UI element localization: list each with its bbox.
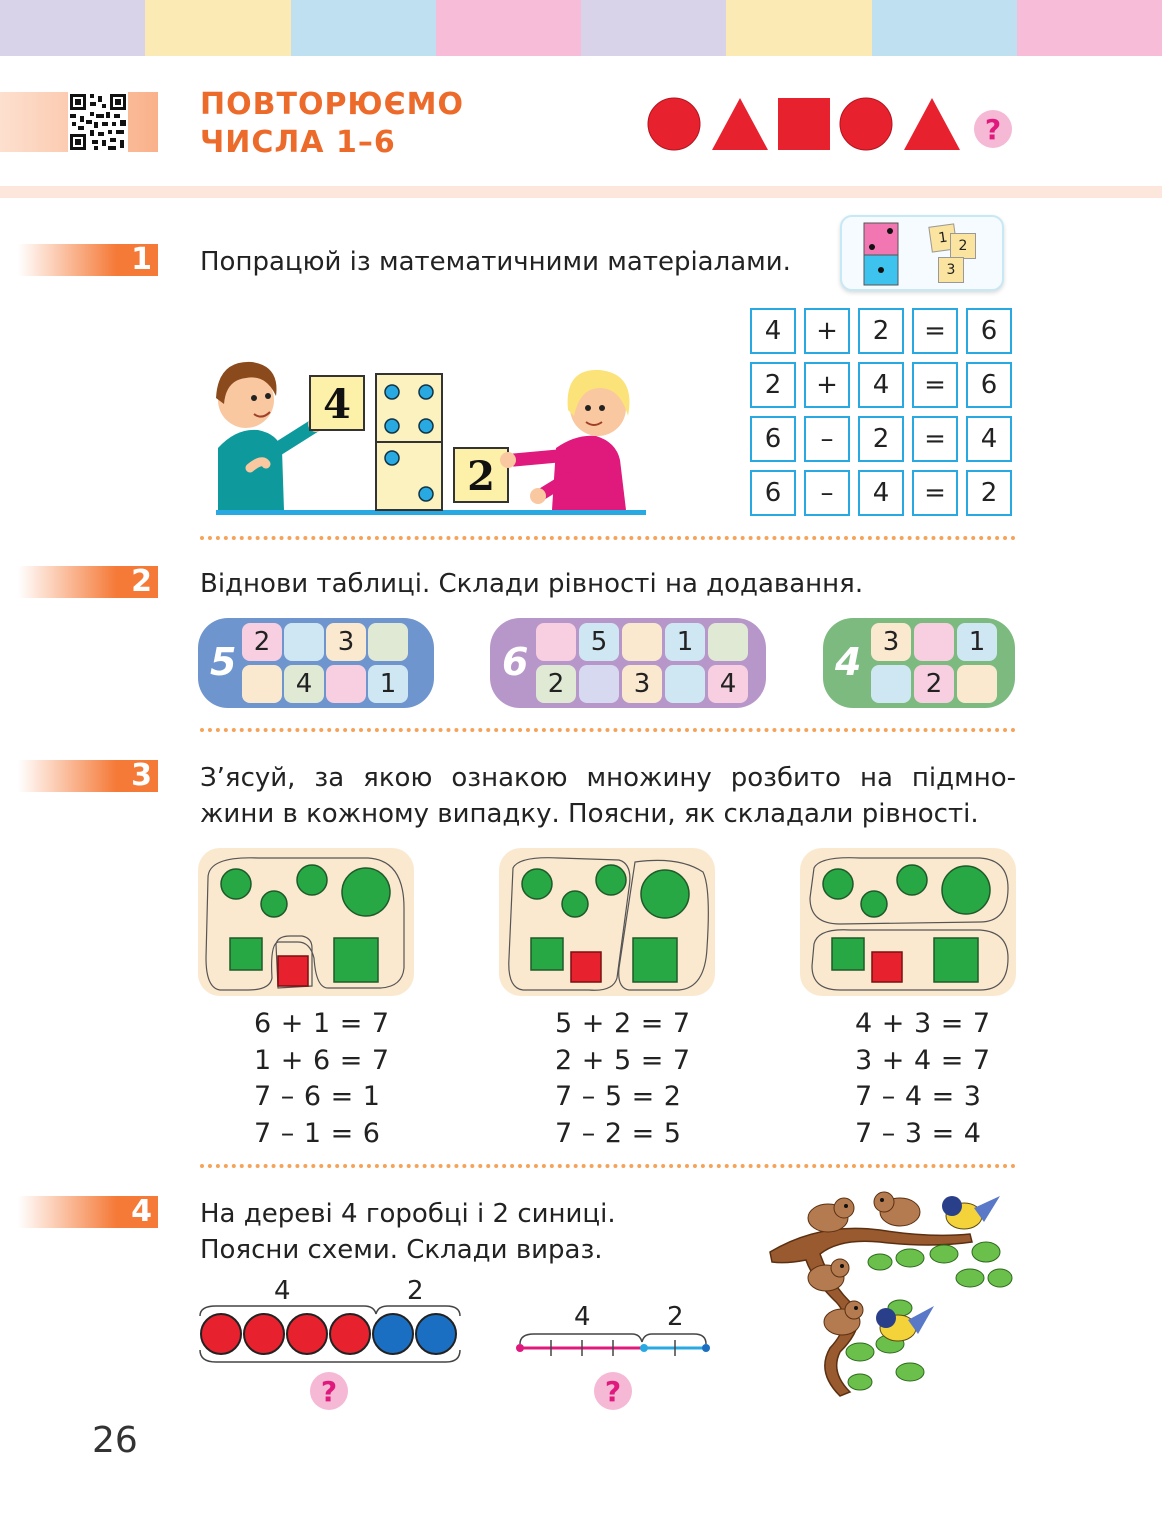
number-line-scheme [514, 1330, 714, 1370]
table-cell[interactable]: 3 [622, 665, 662, 703]
big-domino [376, 374, 442, 510]
children-illustration [196, 338, 656, 518]
table-cell[interactable]: 1 [368, 665, 408, 703]
task-text-line-2: жини в кожному випадку. Поясни, як складали рівності. [200, 799, 979, 829]
equation-line: 7 – 3 = 4 [855, 1117, 982, 1149]
table-cell[interactable]: 1 [957, 623, 997, 661]
table-cell[interactable] [914, 623, 954, 661]
red-square-icon [778, 98, 830, 150]
equation-cell: 2 [750, 362, 796, 408]
equation-cell: = [912, 416, 958, 462]
table-total: 4 [835, 640, 862, 684]
table-cell[interactable] [284, 623, 324, 661]
header-divider [0, 186, 1162, 198]
page-title [200, 86, 464, 162]
dotted-divider [200, 536, 1016, 540]
set-panel-2 [499, 848, 715, 996]
table-cell[interactable]: 4 [284, 665, 324, 703]
table-cell[interactable] [871, 665, 911, 703]
girl-figure [500, 370, 629, 510]
sparrow-icon [808, 1198, 854, 1232]
table-cell[interactable] [242, 665, 282, 703]
equation-cell: – [804, 470, 850, 516]
question-mark-icon: ? [310, 1372, 348, 1410]
equation-line: 5 + 2 = 7 [555, 1008, 691, 1039]
shapes-pattern [646, 96, 1026, 156]
dotted-divider [200, 1164, 1016, 1168]
equation-cell: + [804, 308, 850, 354]
question-mark-icon: ? [974, 110, 1012, 148]
top-color-bar [0, 0, 1162, 56]
title-line-2: ЧИСЛА 1–6 [200, 125, 396, 160]
table-cell[interactable]: 3 [326, 623, 366, 661]
task-number-tab [18, 566, 158, 598]
table-cell[interactable] [957, 665, 997, 703]
scheme1-right-label: 2 [407, 1276, 424, 1306]
table-cell[interactable]: 3 [871, 623, 911, 661]
domino-icon [862, 219, 902, 289]
equation-cell: – [804, 416, 850, 462]
equation-cell: 4 [858, 470, 904, 516]
red-triangle-icon [712, 98, 768, 150]
equation-line: 7 – 2 = 5 [555, 1117, 682, 1149]
table-total: 6 [502, 640, 529, 684]
task-number: 2 [131, 564, 152, 599]
table-cell[interactable]: 2 [242, 623, 282, 661]
set-panel-1 [198, 848, 414, 996]
mini-card: 2 [950, 233, 976, 259]
equation-cell: 4 [858, 362, 904, 408]
color-strip [145, 0, 290, 56]
equation-line: 7 – 5 = 2 [555, 1081, 682, 1112]
task-text: Попрацюй із математичними матеріалами. [200, 247, 791, 277]
equation-cell: 2 [858, 308, 904, 354]
task-text [200, 1196, 616, 1268]
table-cell[interactable] [665, 665, 705, 703]
scheme2-left-label: 4 [574, 1302, 591, 1332]
mini-card: 1 [928, 223, 957, 252]
equation-cell: 6 [966, 362, 1012, 408]
equation-cell: 4 [966, 416, 1012, 462]
red-triangle-icon [904, 98, 960, 150]
card-right-text: 2 [467, 453, 495, 500]
task-number-tab [18, 244, 158, 276]
title-line-1: ПОВТОРЮЄМО [200, 87, 465, 122]
number-table [198, 618, 434, 708]
table-cell[interactable] [708, 623, 748, 661]
table-cell[interactable] [536, 623, 576, 661]
color-strip [726, 0, 871, 56]
equation-line: 4 + 3 = 7 [855, 1008, 991, 1039]
table-cell[interactable] [622, 623, 662, 661]
task-number-tab [18, 760, 158, 792]
table-cell[interactable] [326, 665, 366, 703]
birds-tree-illustration [760, 1182, 1020, 1402]
color-strip [872, 0, 1017, 56]
set-panel-3 [800, 848, 1016, 996]
equation-cell: = [912, 362, 958, 408]
task-number: 3 [131, 758, 152, 793]
equation-cell: 6 [750, 470, 796, 516]
color-strip [1017, 0, 1162, 56]
equation-cell: = [912, 308, 958, 354]
set-equations [254, 1006, 390, 1152]
task-text: Віднови таблиці. Склади рівності на додавання. [200, 569, 864, 599]
color-strip [291, 0, 436, 56]
set-equations [855, 1006, 991, 1152]
task-text [200, 760, 1016, 832]
table-cell[interactable]: 5 [579, 623, 619, 661]
task-text-line-1: На дереві 4 горобці і 2 синиці. [200, 1199, 616, 1229]
red-circle-icon [648, 98, 700, 150]
task-number: 1 [131, 242, 152, 277]
equation-cell: 6 [750, 416, 796, 462]
equation-line: 7 – 1 = 6 [254, 1117, 381, 1149]
task-text-line-2: Поясни схеми. Склади вираз. [200, 1235, 603, 1265]
dotted-divider [200, 728, 1016, 732]
boy-figure [216, 362, 324, 510]
red-circle-icon [840, 98, 892, 150]
equation-cell: 2 [966, 470, 1012, 516]
question-mark-icon: ? [594, 1372, 632, 1410]
equation-line: 3 + 4 = 7 [855, 1044, 991, 1076]
materials-box [840, 215, 1004, 291]
equation-grid [750, 308, 1012, 516]
color-strip [0, 0, 145, 56]
card-left-text: 4 [323, 381, 351, 428]
equation-line: 7 – 4 = 3 [855, 1081, 982, 1112]
table-cell[interactable] [368, 623, 408, 661]
equation-line: 6 + 1 = 7 [254, 1008, 390, 1039]
equation-cell: = [912, 470, 958, 516]
color-strip [581, 0, 726, 56]
equation-cell: 2 [858, 416, 904, 462]
page-number: 26 [92, 1420, 138, 1461]
number-table [490, 618, 766, 708]
equation-cell: 6 [966, 308, 1012, 354]
mini-card: 3 [938, 257, 964, 283]
table-cell[interactable]: 4 [708, 665, 748, 703]
table-cell[interactable]: 1 [665, 623, 705, 661]
tit-bird-icon [942, 1196, 1000, 1229]
equation-line: 2 + 5 = 7 [555, 1044, 691, 1076]
color-strip [436, 0, 581, 56]
table-cell[interactable]: 2 [536, 665, 576, 703]
task-text-line-1: З’ясуй, за якою ознакою множину розбито на підмно- [200, 763, 1016, 793]
table-cell[interactable] [579, 665, 619, 703]
qr-code-icon[interactable] [68, 92, 128, 152]
bead-scheme [196, 1302, 466, 1368]
number-table [823, 618, 1015, 708]
scheme1-left-label: 4 [274, 1276, 291, 1306]
equation-cell: + [804, 362, 850, 408]
table-total: 5 [210, 640, 237, 684]
sparrow-icon [874, 1192, 920, 1226]
equation-line: 7 – 6 = 1 [254, 1081, 381, 1112]
set-equations [555, 1006, 691, 1152]
task-number-tab [18, 1196, 158, 1228]
equation-line: 1 + 6 = 7 [254, 1044, 390, 1076]
scheme2-right-label: 2 [667, 1302, 684, 1332]
equation-cell: 4 [750, 308, 796, 354]
table-cell[interactable]: 2 [914, 665, 954, 703]
task-number: 4 [131, 1194, 152, 1229]
